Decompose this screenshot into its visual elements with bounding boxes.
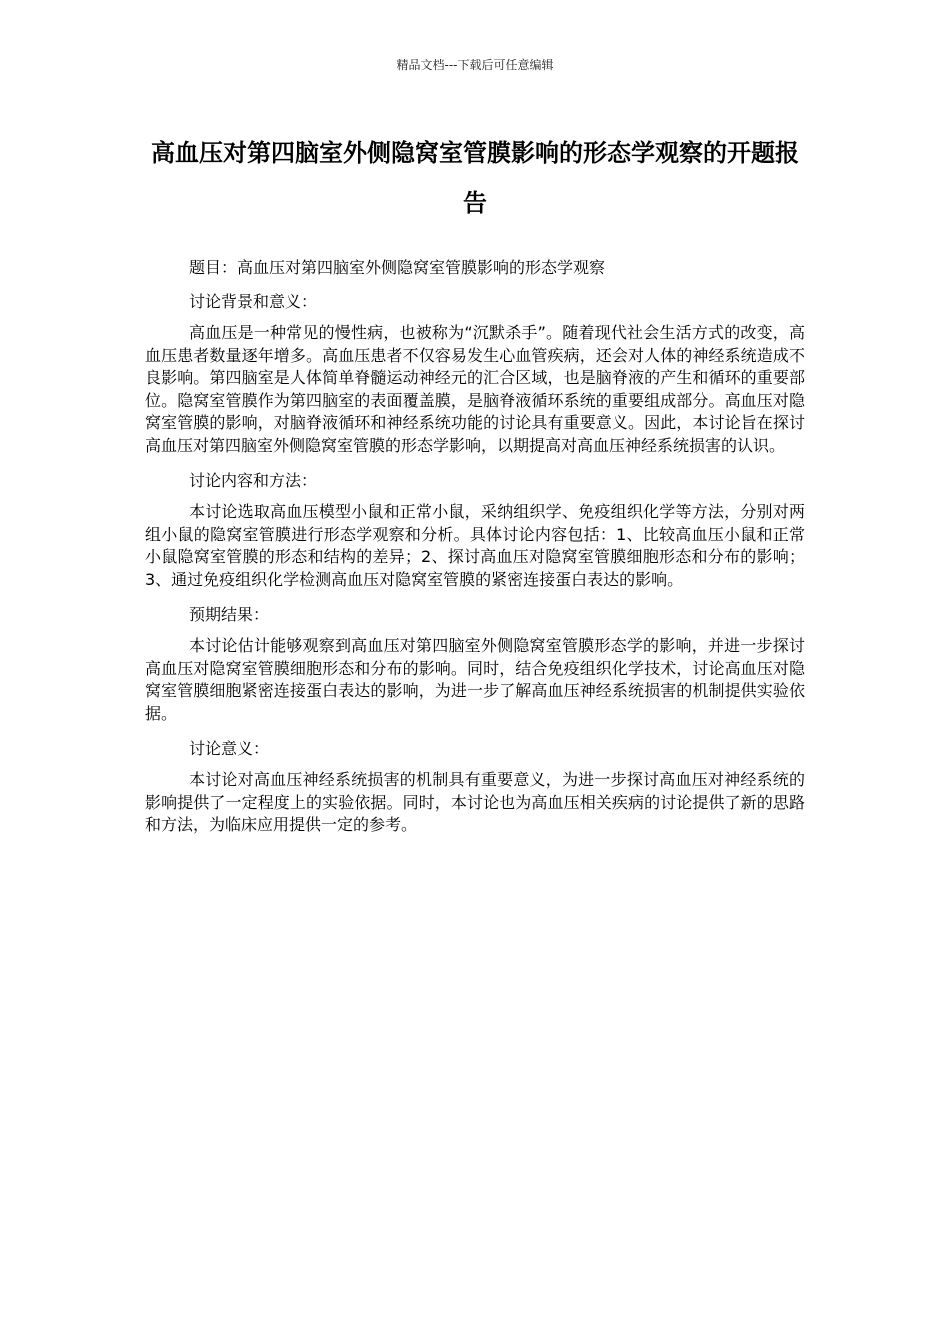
section-heading-background: 讨论背景和意义： <box>189 292 318 311</box>
section-body-methods: 本讨论选取高血压模型小鼠和正常小鼠，采纳组织学、免疫组织化学等方法，分别对两组小鼠的隐窝室管膜进行形态学观察和分析。具体讨论内容包括：1、比较高血压小鼠和正常小鼠隐窝室管膜的形态和结构的差异；2、探讨高血压对隐窝室管膜细胞形态和分布的影响；3、通过免疫组织化学检测高血压对隐窝室管膜的紧密连接蛋白表达的影响。 <box>145 502 805 589</box>
section-body-background: 高血压是一种常见的慢性病，也被称为“沉默杀手”。随着现代社会生活方式的改变，高血压患者数量逐年增多。高血压患者不仅容易发生心血管疾病，还会对人体的神经系统造成不良影响。第四脑室是人体简单脊髓运动神经元的汇合区域，也是脑脊液的产生和循环的重要部位。隐窝室管膜作为第四脑室的表面覆盖膜，是脑脊液循环系统的重要组成部分。高血压对隐窝室管膜的影响，对脑脊液循环和神经系统功能的讨论具有重要意义。因此，本讨论旨在探讨高血压对第四脑室外侧隐窝室管膜的形态学影响，以期提高对高血压神经系统损害的认识。 <box>145 323 805 455</box>
header-note: 精品文档---下载后可任意编辑 <box>396 58 554 72</box>
section-heading-significance: 讨论意义： <box>189 739 270 758</box>
section-body-expected-results: 本讨论估计能够观察到高血压对第四脑室外侧隐窝室管膜形态学的影响，并进一步探讨高血压对隐窝室管膜细胞形态和分布的影响。同时，结合免疫组织化学技术，讨论高血压对隐窝室管膜细胞紧密连接蛋白表达的影响，为进一步了解高血压神经系统损害的机制提供实验依据。 <box>145 636 805 723</box>
page-title: 高血压对第四脑室外侧隐窝室管膜影响的形态学观察的开题报告 <box>151 139 799 217</box>
document-body <box>145 256 805 837</box>
section-heading-expected-results: 预期结果： <box>189 605 270 624</box>
topic-line: 题目：高血压对第四脑室外侧隐窝室管膜影响的形态学观察 <box>189 258 606 277</box>
section-body-significance: 本讨论对高血压神经系统损害的机制具有重要意义，为进一步探讨高血压对神经系统的影响提供了一定程度上的实验依据。同时，本讨论也为高血压相关疾病的讨论提供了新的思路和方法，为临床应用提供一定的参考。 <box>145 770 805 834</box>
section-heading-methods: 讨论内容和方法： <box>189 471 318 490</box>
